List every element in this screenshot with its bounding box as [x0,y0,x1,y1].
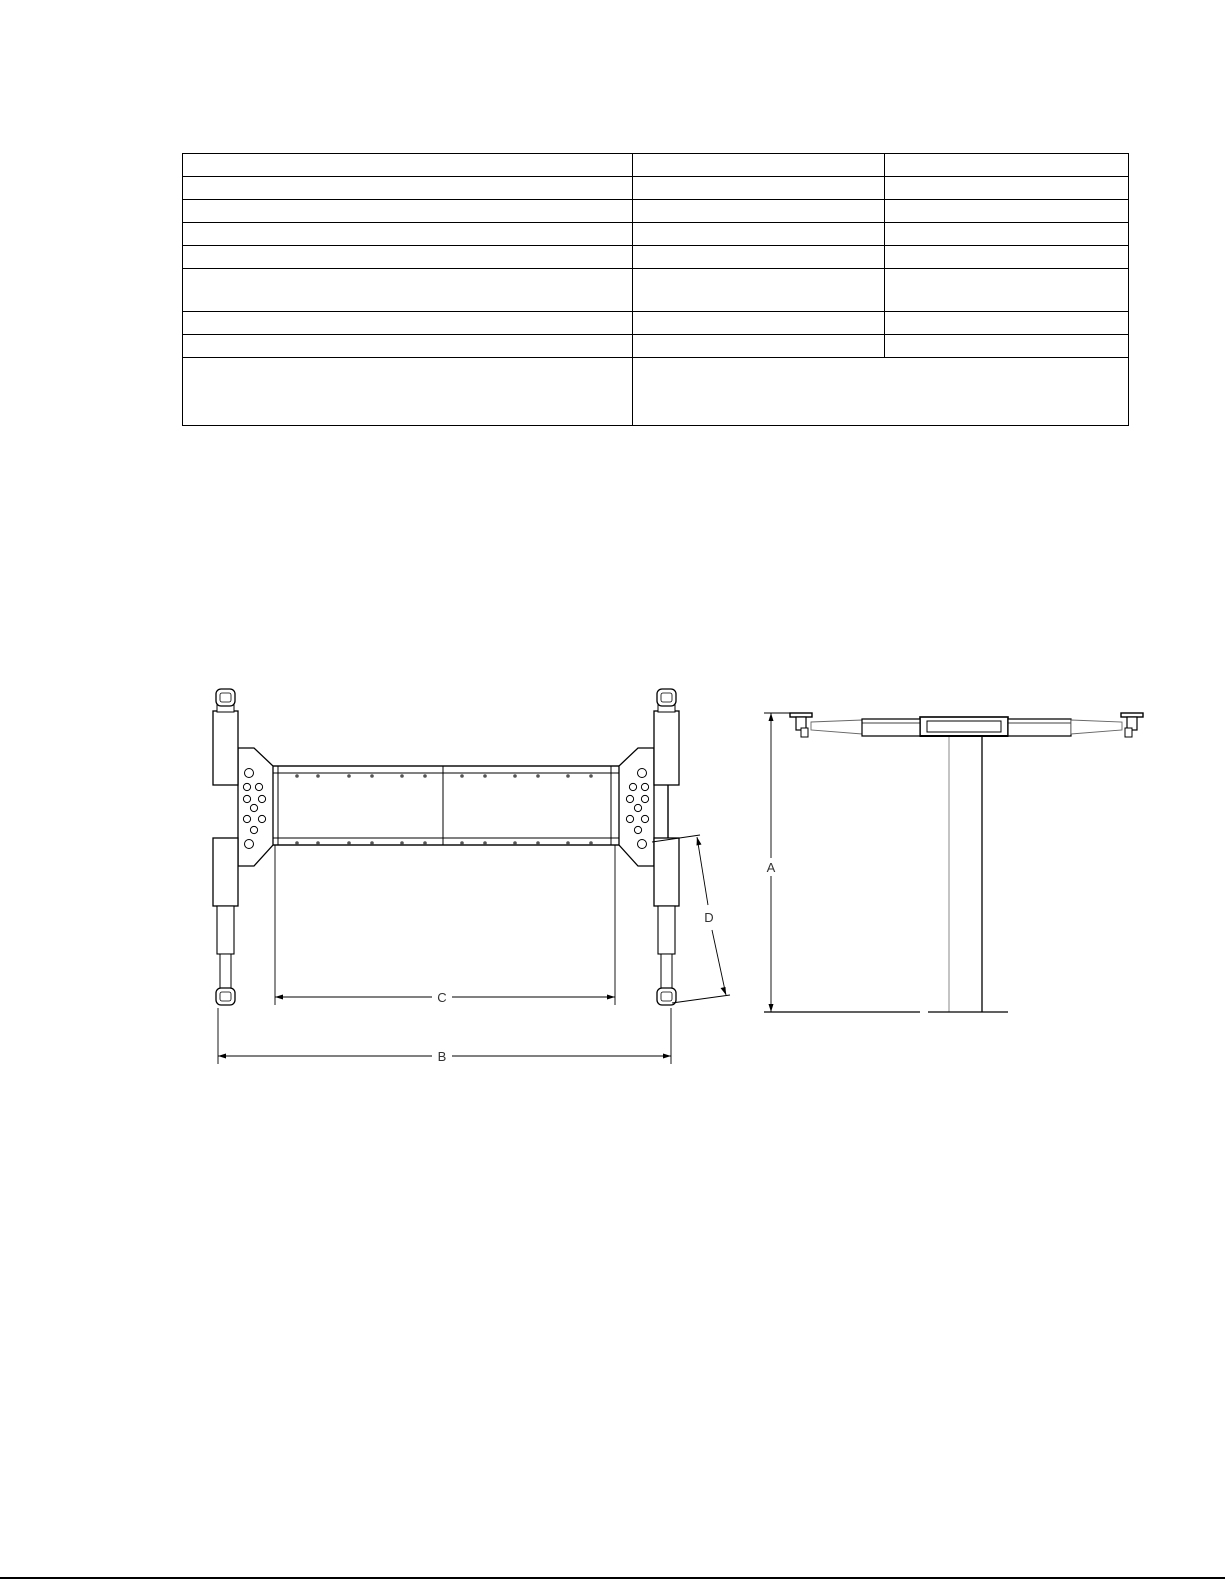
side-left-arm [811,719,920,736]
side-left-lift-pad [790,713,812,737]
dimension-d-label: D [704,910,714,925]
lift-column [949,735,982,1012]
side-view [764,713,1143,1012]
left-mount-plate [238,748,273,866]
left-lower-arm [213,838,238,1005]
right-lower-arm [654,838,679,1005]
dimension-b-label: B [437,1049,447,1064]
dimension-c-label: C [437,990,447,1005]
side-right-arm [1008,719,1122,736]
dimension-a-label: A [766,860,776,875]
right-mount-plate [619,748,654,866]
base-frame [243,766,668,845]
left-upper-arm [213,689,238,785]
dimension-c [275,845,615,1005]
footer-rule [0,1577,1225,1579]
right-upper-arm [654,689,679,785]
lift-carriage [920,717,1008,736]
side-right-lift-pad [1121,713,1143,737]
top-view [213,689,730,1064]
